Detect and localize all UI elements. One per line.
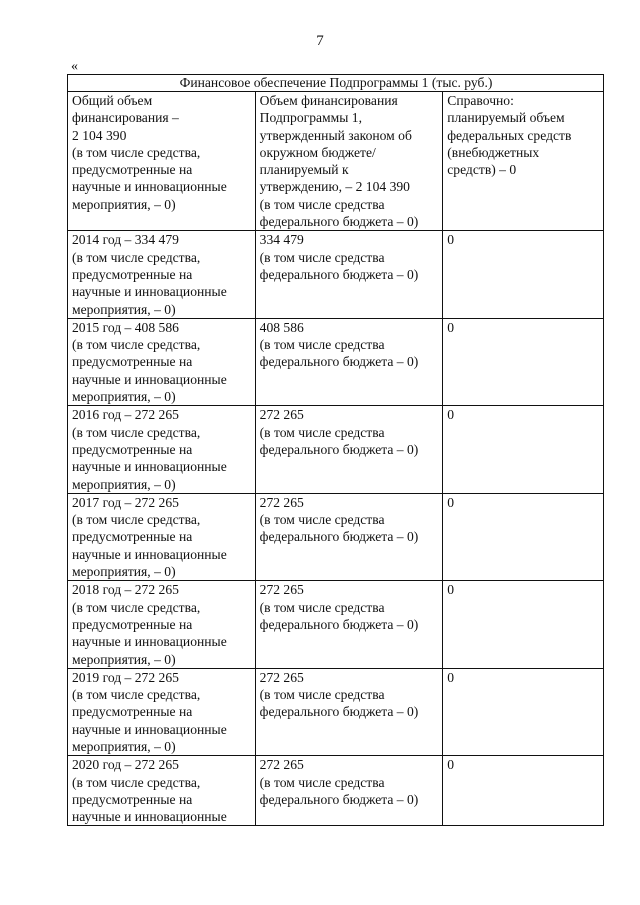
table-caption: Финансовое обеспечение Подпрограммы 1 (тыс. руб.): [68, 75, 604, 92]
cell-year-total: 2016 год – 272 265 (в том числе средства, предусмотренные на научные и инновационные мероприятия, – 0): [68, 406, 256, 493]
table-row-2019: [68, 668, 604, 755]
cell-subprogram-amount: 334 479 (в том числе средства федерального бюджета – 0): [255, 231, 443, 318]
header-federal-reference: Справочно: планируемый объем федеральных средств (внебюджетных средств) – 0: [443, 92, 604, 231]
cell-subprogram-amount: 272 265 (в том числе средства федерального бюджета – 0): [255, 581, 443, 668]
cell-federal-amount: 0: [443, 318, 604, 405]
header-total-volume: Общий объем финансирования – 2 104 390 (в том числе средства, предусмотренные на научные и инновационные мероприятия, – 0): [68, 92, 256, 231]
cell-year-total: 2014 год – 334 479 (в том числе средства, предусмотренные на научные и инновационные мероприятия, – 0): [68, 231, 256, 318]
table-row-2015: [68, 318, 604, 405]
table-header-row: [68, 92, 604, 231]
table-row-2020: [68, 756, 604, 826]
page-number: 7: [316, 33, 324, 49]
opening-quote-mark: «: [71, 59, 78, 74]
cell-subprogram-amount: 272 265 (в том числе средства федерального бюджета – 0): [255, 756, 443, 826]
cell-year-total: 2018 год – 272 265 (в том числе средства, предусмотренные на научные и инновационные мероприятия, – 0): [68, 581, 256, 668]
financing-table: [67, 74, 604, 826]
table-caption-row: [68, 75, 604, 92]
table-row-2016: [68, 406, 604, 493]
table-row-2014: [68, 231, 604, 318]
header-subprogram-volume: Объем финансирования Подпрограммы 1, утвержденный законом об окружном бюджете/ планируемый к утверждению, – 2 104 390 (в том числе средства федерального бюджета – 0): [255, 92, 443, 231]
cell-subprogram-amount: 272 265 (в том числе средства федерального бюджета – 0): [255, 493, 443, 580]
table-row-2018: [68, 581, 604, 668]
cell-year-total: 2017 год – 272 265 (в том числе средства, предусмотренные на научные и инновационные мероприятия, – 0): [68, 493, 256, 580]
cell-year-total: 2015 год – 408 586 (в том числе средства, предусмотренные на научные и инновационные мероприятия, – 0): [68, 318, 256, 405]
cell-federal-amount: 0: [443, 581, 604, 668]
table-row-2017: [68, 493, 604, 580]
cell-federal-amount: 0: [443, 668, 604, 755]
cell-year-total: 2019 год – 272 265 (в том числе средства, предусмотренные на научные и инновационные мероприятия, – 0): [68, 668, 256, 755]
cell-subprogram-amount: 272 265 (в том числе средства федерального бюджета – 0): [255, 406, 443, 493]
cell-federal-amount: 0: [443, 406, 604, 493]
cell-federal-amount: 0: [443, 231, 604, 318]
cell-subprogram-amount: 408 586 (в том числе средства федерального бюджета – 0): [255, 318, 443, 405]
cell-federal-amount: 0: [443, 756, 604, 826]
cell-year-total: 2020 год – 272 265 (в том числе средства, предусмотренные на научные и инновационные: [68, 756, 256, 826]
cell-subprogram-amount: 272 265 (в том числе средства федерального бюджета – 0): [255, 668, 443, 755]
cell-federal-amount: 0: [443, 493, 604, 580]
